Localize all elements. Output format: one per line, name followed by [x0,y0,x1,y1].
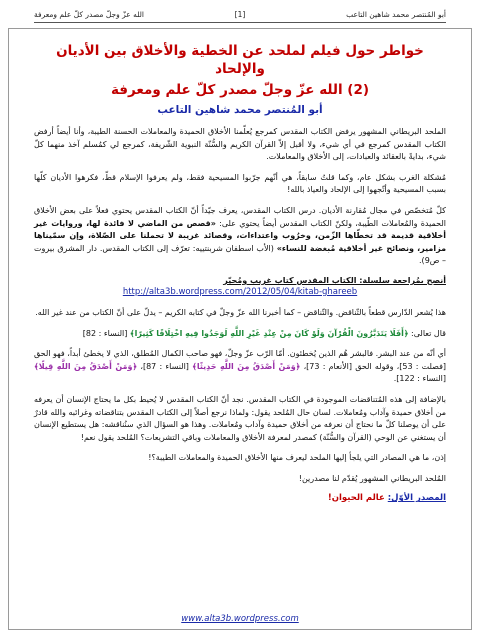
paragraph-9: المُلحد البريطاني المشهور يُقدّم لنا مصدرين! [298,473,446,483]
paragraph-6-text: أي أنّه من عند البشر. فالبشر هُم الذين يُخطئون. أمّا الرّب عزّ وجلّ، فهو صاحب الكمال المُطلق، الذي لا يخطئ أبداً، فهو الحق [فصلت : 53]، وقوله الحق [الأنعام : 73]، [34,349,447,371]
paragraph-4: هذا يُشعر الدّارس قطعاً بالتّناقض. والتّناقض – كما أخبرنا الله عزّ وجلّ في كتابه الكريم – يدلّ على أنّ الكتاب من عند غير الله. [35,307,446,317]
quote-text: «قصص من الماضي لا فائدة لها، وروايات غير أخلاقية قديمة قد تخطّاها الزّمن، وخرُوب واعتداءات، وقصائد غريبة لا تحملنا على الصّلاة، وإن سمّيناها مزامير، ونصائح غير أخلاقية مُبغضة للنساء» [34,218,447,253]
source-value: عالم الحيوان! [327,493,388,504]
sub-title: (2) الله عزّ وجلّ مصدر كلّ علم ومعرفة [110,82,370,98]
quran-verse: ﴿أَفَلَا يَتَدَبَّرُونَ الْقُرْآنَ وَلَوْ كَانَ مِنْ عِنْدِ غَيْرِ اللَّهِ لَوَجَدُوا فِيهِ اخْتِلَافًا كَثِيرًا﴾ [129,328,409,338]
quote-citation: (الأب اسطفان شربنتييه: تعرّف إلى الكتاب المقدس. دار المشرق بيروت – ص9). [34,243,446,266]
paragraph-8: إذن، ما هي المصادر التي يلجأ إليها الملحد ليعرف منها الأخلاق الحميدة والمعاملات الطيبة؟! [148,453,446,463]
series-link[interactable]: http://alta3b.wordpress.com/2012/05/04/kitab-ghareeb [122,286,358,297]
page-number: [1] [234,10,246,19]
paragraph-3 [34,205,446,268]
footer-website-link[interactable]: www.alta3b.wordpress.com [181,614,299,624]
document-body [34,30,446,503]
verse-reference: [النساء : 82] [82,328,128,338]
author-name: أبو المُنتصر محمد شاهين التاعب [157,104,323,116]
verse-reference-3: [النساء : 122]. [393,374,446,384]
quran-verse-3: ﴿وَمَنْ أَصْدَقُ مِنَ اللَّهِ قِيلًا﴾ [34,361,138,371]
quran-verse-2: ﴿وَمَنْ أَصْدَقُ مِنَ اللَّهِ حَدِيثًا﴾ [192,361,301,371]
series-recommendation: أنصح بمُراجعة سلسلة: الكتاب المقدس كتاب غريب ومُحيّر [223,275,446,285]
paragraph-5 [34,328,446,341]
paragraph-1: الملحد البريطاني المشهور يرفض الكتاب المقدس كمرجع يُعلّمنا الأخلاق الحميدة والمعاملات الحسنة الطيبة، وأنا أيضاً أرفض الكتاب المقدس كمرجع في أي شيء، ولا أقبل إلاّ القرآن الكريم والسُّنّة النبوية الشّريفة، كمرجع لي كمُسلم آخذ منهما كلّ شيء، بدايةً بالعقائد والعبادات، إلى الأخلاق والمعاملات. [34,127,446,162]
paragraph-3-intro: كلّ مُتخصّص في مجال مُقارنة الأديان. درس الكتاب المقدس، يعرف جيّداً أنّ الكتاب المقدس يحتوي فعلاً على بعض الأخلاق الحميدة والمُعاملات الطّيبة، ولكنّ الكتاب المقدس أيضاً يحتوي على: [34,205,446,228]
source-label: المصدر الأوّل: [387,493,446,504]
paragraph-6 [34,348,446,386]
paragraph-7: بالإضافة إلى هذه المُتناقضات الموجودة في الكتاب المقدس. نجد أنّ الكتاب المقدس لا يُحيط بكل ما يحتاج الإنسان أن يعرفه من أخلاق حميدة وآداب ومُعاملات. لسان حال المُلحد يقول: ولماذا نرجع أصلاً إلى الكتاب المقدس بتناقضاته وغرائبه والله قادرٌ على أن يوصلنا كلّ ما نحتاج أن نعرفه من أخلاق حميدة وآداب ومُعاملات. وهذا هو السؤال الذي سنُناقشه: هل يستطيع الإنسان أن يستغني عن الوحي (القرآن والسُّنّة) كمصدر لمعرفة الأخلاق والمعاملات وباقي التشريعات؟ المُلحد يقول نعم! [34,394,446,442]
main-title: خواطر حول فيلم لملحد عن الخطية والأخلاق بين الأديان والإلحاد [56,43,424,77]
first-source-heading [34,493,446,503]
paragraph-2: مُشكلة الغرب بشكل عام، وكما قلتُ سابقاً، هي أنّهم جرّبوا المسيحية فقط، ولم يعرفوا الإسلام قطّ، فكرهوا الأديان كلّها بسبب المسيحية وأتّجهوا إلى الإلحاد والعياذ بالله! [34,172,446,195]
header-title: الله عزّ وجلّ مصدر كلّ علم ومعرفة [34,10,145,19]
page-header [34,8,446,23]
verse-intro: قال تعالى: [408,328,446,338]
verse-reference-2: [النساء : 87]، [137,361,189,371]
header-author: أبو المُنتصر محمد شاهين التاعب [346,10,446,19]
